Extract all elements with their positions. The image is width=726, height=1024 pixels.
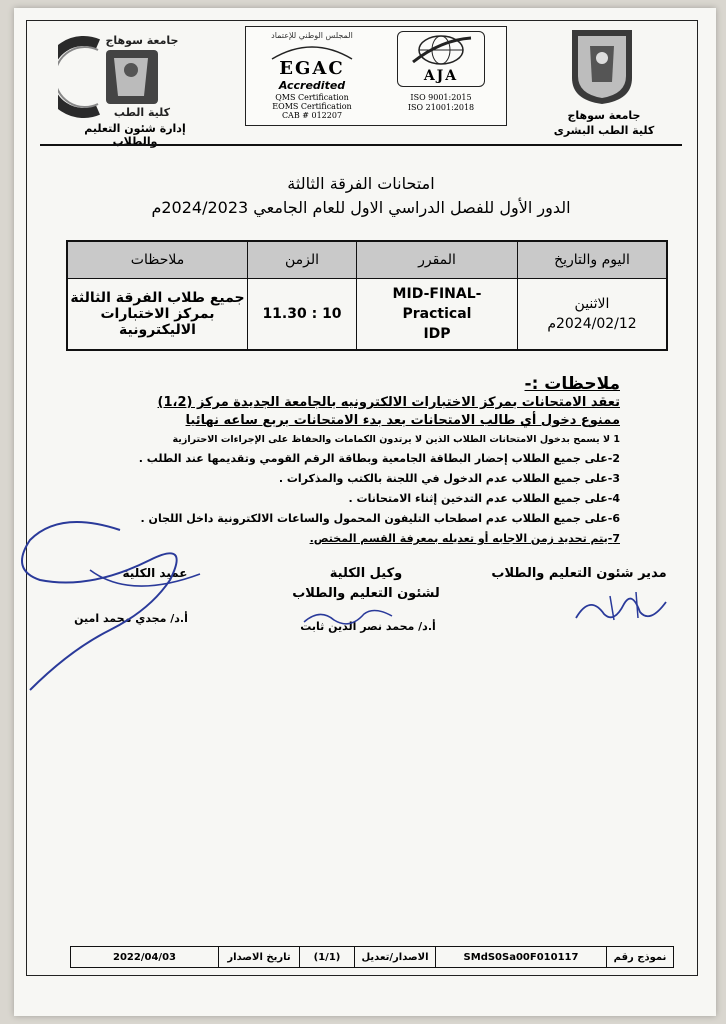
egac-arabic: المجلس الوطني للإعتماد [271,31,353,40]
exam-date: 2024/02/12م [547,316,637,332]
note-item-2: 2-على جميع الطلاب إحضار البطاقة الجامعية وبطاقة الرقم القومي وتقديمها عند الطلب . [138,452,620,465]
logo-text-bottom: كلية الطب [113,106,171,118]
iso-21001: ISO 21001:2018 [407,103,475,112]
university-name: جامعة سوهاج [567,109,641,122]
faculty-name: كلية الطب البشرى [553,124,655,137]
cell-notes [67,279,248,351]
egac-line-2: EOMS Certification [272,102,352,111]
note-late-entry: ممنوع دخول أي طالب الامتحانات بعد بدء الامتحانات بربع ساعه نهائيا [185,413,620,428]
form-footer [70,946,674,968]
cell-course [357,279,518,351]
dean-name: أ.د/ مجدي محمد امين [74,612,188,625]
faculty-logo [58,30,180,118]
note-item-4: 4-على جميع الطلاب عدم التدخين إثناء الامتحانات . [348,492,620,505]
exam-schedule-table [66,240,668,351]
egac-name: EGAC [279,58,345,79]
course-line-1: MID-FINAL- [392,286,482,302]
notes-section [120,374,620,545]
egac-accredited: Accredited [278,79,346,92]
cell-time: 11.30 : 10 [248,279,357,351]
manager-title: مدير شئون التعليم والطلاب [491,566,667,581]
logo-text-top: جامعة سوهاج [105,34,179,47]
edition-value: (1/1) [299,947,354,967]
egac-line-1: QMS Certification [275,93,349,102]
course-line-3: IDP [423,326,451,342]
note-item-7: 7-يتم تحديد زمن الاجابه أو تعديله بمعرفة القسم المختص. [309,532,620,545]
header-divider [40,144,682,146]
globe-icon [399,32,484,85]
issue-date-label: تاريخ الاصدار [218,947,299,967]
egac-line-3: CAB # 012207 [281,111,343,120]
note-location: تعقد الامتحانات بمركز الاختبارات الالكترونيه بالجامعة الجديدة مركز (1،2) [157,395,620,410]
notes-title: ملاحظات :- [524,374,620,394]
vice-dean-title [266,564,466,604]
note-item-1: 1 لا يسمح بدخول الامتحانات الطلاب الذين لا يرتدون الكمامات والحفاظ على الإجراءات الاحترازية [172,434,620,445]
table-row [67,279,667,351]
dean-title: عميد الكلية [122,566,188,580]
form-number: SMdS0Sa00F010117 [435,947,606,967]
cell-day [518,279,668,351]
course-line-2: Practical [402,306,472,322]
notes-line-3: الاليكترونية [119,322,196,338]
header-course: المقرر [357,241,518,279]
edition-label: الاصدار/تعديل [354,947,435,967]
egac-block [252,31,372,121]
vice-dean-name: أ.د/ محمد نصر الدين ثابت [300,620,436,633]
note-item-6: 6-على جميع الطلاب عدم اصطحاب التليفون المحمول والساعات الالكترونية داخل اللجان . [140,512,620,525]
header-notes: ملاحظات [67,241,248,279]
university-logo [568,26,636,106]
iso-9001: ISO 9001:2015 [410,93,472,102]
notes-line-2: بمركز الاختبارات [100,306,215,322]
note-item-3: 3-على جميع الطلاب عدم الدخول في اللجنة بالكتب والمذكرات . [278,472,620,485]
notes-line-1: جميع طلاب الفرقة الثالثة [70,290,245,306]
exam-title: امتحانات الفرقة الثالثة [287,174,435,193]
header-day: اليوم والتاريخ [518,241,668,279]
vice-title-line-1: وكيل الكلية [329,566,403,581]
aja-name: AJA [423,68,458,84]
header-time: الزمن [248,241,357,279]
form-number-label: نموذج رقم [606,947,673,967]
egac-arc-icon [252,41,372,61]
certification-box [245,26,507,126]
day-name: الاثنين [574,296,610,312]
issue-date: 2022/04/03 [113,951,176,963]
aja-logo [397,31,485,87]
aja-block [380,31,502,121]
exam-subtitle: الدور الأول للفصل الدراسي الاول للعام الجامعي 2024/2023م [151,198,571,217]
vice-title-line-2: لشئون التعليم والطلاب [292,586,440,601]
admin-caption: إدارة شئون التعليم والطلاب [84,122,186,148]
